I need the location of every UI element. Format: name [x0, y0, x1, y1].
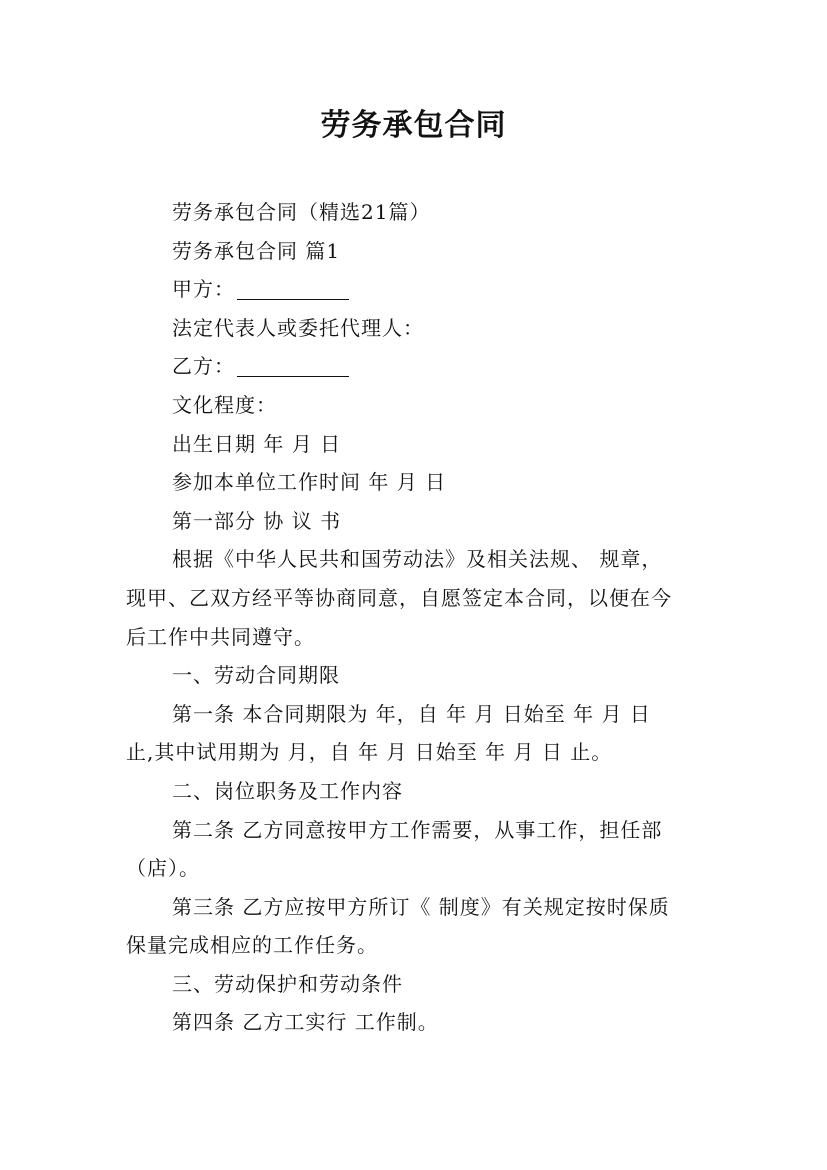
party-b-line — [126, 347, 701, 386]
paragraph-line: 现甲、乙双方经平等协商同意，自愿签定本合同，以便在今 — [126, 585, 672, 610]
paragraph-line: 劳务承包合同 篇1 — [172, 238, 341, 263]
party-b-blank — [237, 375, 349, 377]
party-a-label: 甲方： — [172, 277, 235, 302]
section-heading: 三、劳动保护和劳动条件 — [172, 971, 403, 996]
document-body — [126, 193, 701, 1042]
paragraph-line: 止,其中试用期为 月，自 年 月 日始至 年 月 日 止。 — [126, 740, 613, 765]
paragraph-line: 劳务承包合同（精选21篇） — [172, 200, 431, 224]
paragraph-line: 法定代表人或委托代理人： — [172, 315, 424, 340]
paragraph-line: 后工作中共同遵守。 — [126, 624, 315, 649]
paragraph-line: 第二条 乙方同意按甲方工作需要，从事工作，担任部 — [172, 817, 663, 842]
paragraph-line: 文化程度： — [172, 392, 277, 417]
paragraph-line: 第三条 乙方应按甲方所订《 制度》有关规定按时保质 — [172, 894, 670, 919]
paragraph-line: 参加本单位工作时间 年 月 日 — [172, 470, 447, 495]
section-heading: 第一部分 协 议 书 — [172, 508, 342, 533]
party-b-label: 乙方： — [172, 354, 235, 379]
paragraph-line: 保量完成相应的工作任务。 — [126, 933, 378, 958]
section-heading: 一、劳动合同期限 — [172, 663, 340, 688]
paragraph-line: 根据《中华人民共和国劳动法》及相关法规、 规章， — [172, 547, 663, 572]
paragraph-line: （店）。 — [126, 856, 200, 881]
document-title: 劳务承包合同 — [320, 108, 507, 143]
section-heading: 二、岗位职务及工作内容 — [172, 778, 403, 803]
paragraph-line: 出生日期 年 月 日 — [172, 431, 342, 456]
paragraph-line: 第一条 本合同期限为 年，自 年 月 日始至 年 月 日 — [172, 701, 651, 726]
party-a-blank — [237, 298, 349, 300]
party-a-line — [126, 270, 701, 309]
paragraph-line: 第四条 乙方工实行 工作制。 — [172, 1010, 439, 1035]
